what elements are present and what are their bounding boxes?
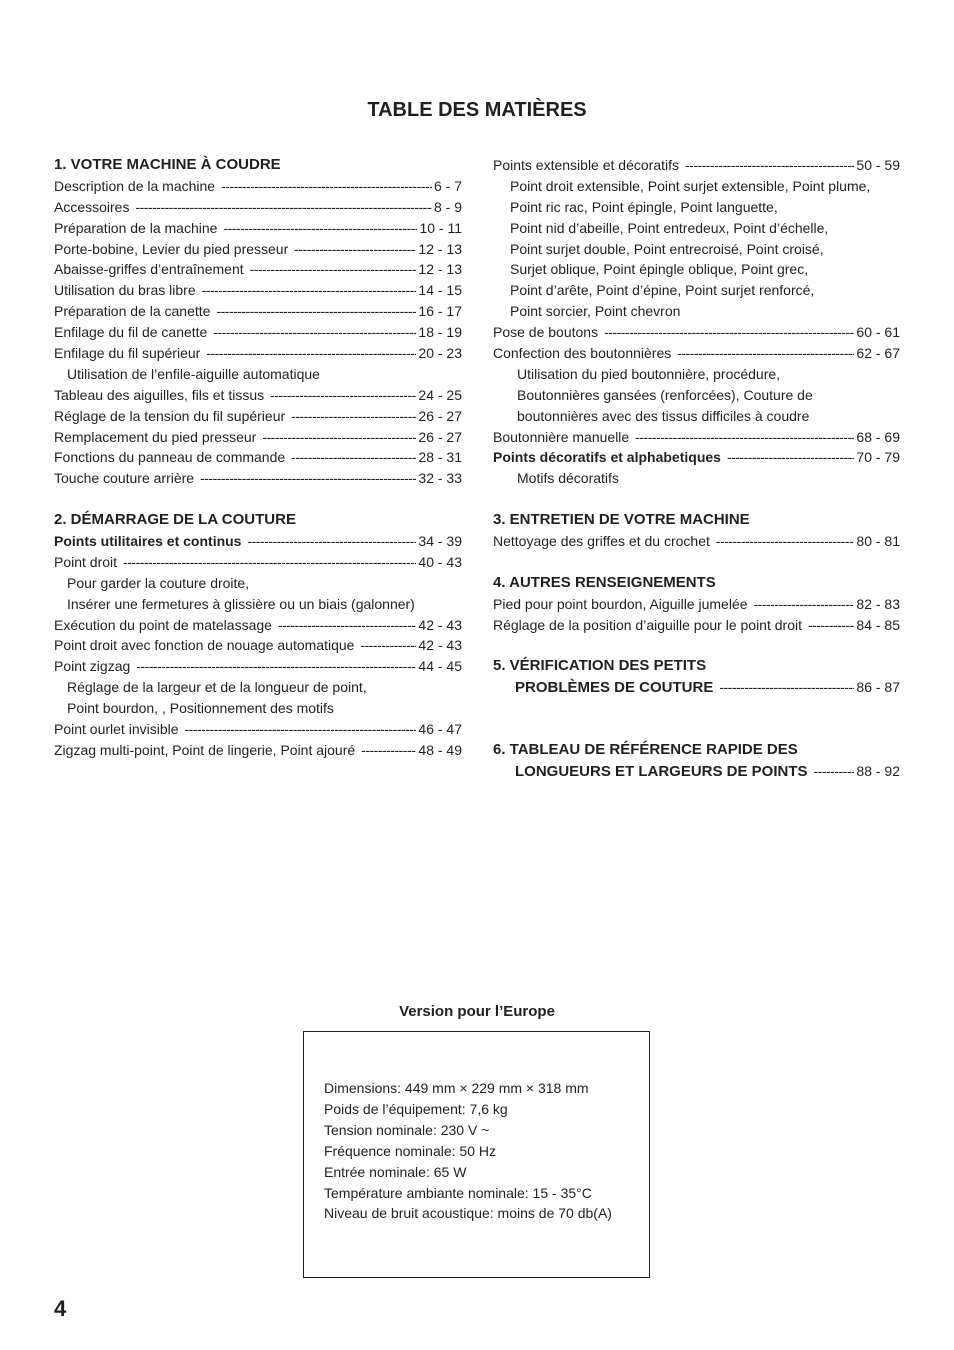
section-gap: [54, 489, 462, 510]
dot-leader: [136, 656, 416, 677]
toc-entry: [54, 176, 462, 197]
toc-entry: [54, 427, 462, 448]
toc-page-range: 12 - 13: [418, 261, 462, 278]
toc-page-range: 28 - 31: [418, 449, 462, 466]
spec-line: Dimensions: 449 mm × 229 mm × 318 mm: [324, 1080, 589, 1096]
toc-entry: [54, 468, 462, 489]
toc-entry-title: Exécution du point de matelassage: [54, 616, 272, 633]
toc-entry: [54, 635, 462, 656]
toc-subentry: [493, 468, 900, 489]
section-gap: [493, 489, 900, 510]
toc-entry: [54, 280, 462, 301]
toc-section-heading: [493, 573, 900, 594]
toc-section-heading: [54, 155, 462, 176]
toc-page-range: 44 - 45: [418, 658, 462, 675]
toc-page-range: 84 - 85: [856, 616, 900, 633]
toc-right-column: [493, 155, 900, 782]
toc-entry-title: Tableau des aiguilles, fils et tissus: [54, 386, 265, 403]
toc-page-range: 12 - 13: [418, 240, 462, 257]
toc-entry: [54, 740, 462, 761]
toc-entry-title: PROBLÈMES DE COUTURE: [515, 679, 714, 697]
dot-leader: [716, 531, 855, 552]
toc-entry-title: Insérer une fermetures à glissière ou un biais (galonner): [67, 595, 415, 612]
spec-line: Température ambiante nominale: 15 - 35°C: [324, 1184, 592, 1201]
toc-page-range: 14 - 15: [418, 282, 462, 299]
toc-entry-title: Porte-bobine, Levier du pied presseur: [54, 240, 289, 257]
toc-entry-title: Point ourlet invisible: [54, 721, 179, 738]
toc-section-heading: [493, 510, 900, 531]
toc-subentry: [493, 385, 900, 406]
toc-page-range: 68 - 69: [856, 428, 900, 445]
toc-entry-title: Remplacement du pied presseur: [54, 428, 257, 445]
toc-entry-title: Fonctions du panneau de commande: [54, 449, 286, 466]
toc-entry-title: Abaisse-griffes d’entraînement: [54, 261, 244, 278]
dot-leader: [814, 761, 855, 782]
toc-entry-title: Utilisation du bras libre: [54, 282, 196, 299]
toc-entry: [493, 594, 900, 615]
dot-leader: [361, 740, 416, 761]
spec-line: Tension nominale: 230 V ~: [324, 1121, 490, 1138]
page-number: 4: [54, 1296, 67, 1321]
dot-leader: [221, 176, 432, 197]
toc-subentry: [493, 197, 900, 218]
toc-page-range: 42 - 43: [418, 637, 462, 654]
toc-page-range: 62 - 67: [856, 345, 900, 362]
toc-page-range: 40 - 43: [418, 553, 462, 570]
dot-leader: [754, 594, 855, 615]
toc-entry-title: Motifs décoratifs: [517, 470, 619, 487]
dot-leader: [185, 719, 417, 740]
toc-entry-title: 2. DÉMARRAGE DE LA COUTURE: [54, 511, 296, 529]
toc-subentry: [54, 594, 462, 615]
dot-leader: [202, 280, 417, 301]
toc-subentry: [493, 406, 900, 427]
toc-entry-title: Point droit: [54, 553, 118, 570]
dot-leader: [294, 239, 416, 260]
toc-entry: [493, 615, 900, 636]
dot-leader: [727, 447, 854, 468]
toc-entry-title: Zigzag multi-point, Point de lingerie, Point ajouré: [54, 741, 356, 758]
toc-entry-title: Point sorcier, Point chevron: [510, 303, 681, 320]
toc-entry: [54, 656, 462, 677]
dot-leader: [247, 531, 416, 552]
toc-subentry: [493, 301, 900, 322]
toc-entry-title: Point surjet double, Point entrecroisé, Point croisé,: [510, 240, 824, 257]
toc-entry: [54, 719, 462, 740]
dot-leader: [291, 406, 416, 427]
toc-entry-title: Touche couture arrière: [54, 470, 195, 487]
toc-entry-title: Accessoires: [54, 198, 130, 215]
dot-leader: [216, 301, 416, 322]
toc-entry-title: 3. ENTRETIEN DE VOTRE MACHINE: [493, 511, 750, 529]
dot-leader: [360, 635, 416, 656]
toc-entry-title: Boutonnière manuelle: [493, 428, 630, 445]
dot-leader: [200, 468, 416, 489]
toc-entry-title: Réglage de la position d’aiguille pour le point droit: [493, 616, 802, 633]
dot-leader: [213, 322, 416, 343]
toc-page-range: 86 - 87: [856, 679, 900, 696]
toc-entry-title: boutonnières avec des tissus difficiles à coudre: [517, 407, 810, 424]
toc-entry-title: 6. TABLEAU DE RÉFÉRENCE RAPIDE DES: [493, 741, 798, 759]
spec-line: Niveau de bruit acoustique: moins de 70 db(A): [324, 1205, 612, 1222]
toc-entry: [54, 239, 462, 260]
section-gap: [493, 719, 900, 740]
toc-entry-title: Réglage de la tension du fil supérieur: [54, 407, 286, 424]
section-gap: [493, 698, 900, 719]
toc-entry-title: Utilisation de l’enfile-aiguille automatique: [67, 365, 320, 382]
toc-page-range: 16 - 17: [418, 303, 462, 320]
toc-subentry: [493, 259, 900, 280]
toc-entry-title: Point droit avec fonction de nouage automatique: [54, 637, 355, 654]
toc-page-range: 24 - 25: [418, 386, 462, 403]
toc-entry-title: Points utilitaires et continus: [54, 533, 242, 550]
toc-subentry: [54, 573, 462, 594]
section-gap: [493, 552, 900, 573]
toc-section-heading: [54, 510, 462, 531]
toc-entry-title: Pour garder la couture droite,: [67, 574, 250, 591]
toc-entry-title: Enfilage du fil supérieur: [54, 345, 201, 362]
toc-entry: [493, 343, 900, 364]
toc-page-range: 20 - 23: [418, 345, 462, 362]
toc-page-range: 50 - 59: [856, 157, 900, 173]
toc-entry-title: Points décoratifs et alphabetiques: [493, 449, 721, 466]
dot-leader: [719, 677, 854, 698]
toc-page-range: 82 - 83: [856, 595, 900, 612]
toc-entry: [54, 615, 462, 636]
toc-entry: [54, 385, 462, 406]
toc-entry-title: Boutonnières gansées (renforcées), Couture de: [517, 386, 813, 403]
toc-subentry: [493, 239, 900, 260]
toc-entry: [54, 218, 462, 239]
toc-entry-title: 5. VÉRIFICATION DES PETITS: [493, 657, 707, 675]
toc-page-range: 8 - 9: [433, 198, 462, 215]
spec-line: Entrée nominale: 65 W: [324, 1163, 467, 1180]
toc-entry: [54, 301, 462, 322]
toc-entry: [54, 343, 462, 364]
dot-leader: [123, 552, 416, 573]
toc-page-range: 88 - 92: [856, 762, 900, 779]
toc-entry-title: Nettoyage des griffes et du crochet: [493, 533, 710, 550]
dot-leader: [262, 427, 416, 448]
toc-entry-title: Enfilage du fil de canette: [54, 324, 208, 341]
toc-entry: [493, 155, 900, 176]
toc-entry-title: Surjet oblique, Point épingle oblique, Point grec,: [510, 261, 809, 278]
toc-entry-title: 4. AUTRES RENSEIGNEMENTS: [493, 573, 716, 591]
toc-subentry: [54, 698, 462, 719]
toc-entry-title: Préparation de la canette: [54, 303, 211, 320]
toc-subentry: [54, 677, 462, 698]
dot-leader: [278, 615, 416, 636]
toc-entry-title: Utilisation du pied boutonnière, procédure,: [517, 365, 781, 382]
toc-section-heading: [493, 740, 900, 761]
toc-entry-title: Points extensible et décoratifs: [493, 157, 679, 173]
toc-subentry: [493, 218, 900, 239]
toc-left-column: [54, 155, 462, 761]
toc-entry-title: Point d’arête, Point d’épine, Point surjet renforcé,: [510, 282, 815, 299]
dot-leader: [135, 197, 432, 218]
toc-entry-title: LONGUEURS ET LARGEURS DE POINTS: [515, 762, 808, 780]
spec-box: [303, 1031, 650, 1278]
toc-entry-title: Pied pour point bourdon, Aiguille jumelée: [493, 595, 748, 612]
toc-subentry: [493, 364, 900, 385]
toc-entry-title: Point droit extensible, Point surjet extensible, Point plume,: [510, 177, 871, 194]
toc-section-heading: [493, 677, 900, 698]
dot-leader: [808, 615, 854, 636]
toc-page-range: 60 - 61: [856, 324, 900, 341]
toc-entry: [493, 447, 900, 468]
toc-entry: [54, 531, 462, 552]
toc-entry-title: Point bourdon, , Positionnement des motifs: [67, 700, 334, 717]
toc-page-range: 48 - 49: [418, 741, 462, 758]
toc-page-range: 70 - 79: [856, 449, 900, 466]
version-title: Version pour l’Europe: [399, 1003, 555, 1020]
toc-entry: [54, 447, 462, 468]
spec-line: Fréquence nominale: 50 Hz: [324, 1142, 496, 1159]
toc-entry-title: Point nid d’abeille, Point entredeux, Point d’échelle,: [510, 219, 829, 236]
toc-page-range: 42 - 43: [418, 616, 462, 633]
toc-entry: [493, 427, 900, 448]
toc-page-range: 80 - 81: [856, 533, 900, 550]
toc-subentry: [493, 176, 900, 197]
toc-entry: [54, 197, 462, 218]
dot-leader: [604, 322, 854, 343]
toc-page-range: 18 - 19: [418, 324, 462, 341]
toc-page-range: 26 - 27: [418, 428, 462, 445]
toc-entry-title: Point ric rac, Point épingle, Point languette,: [510, 198, 778, 215]
toc-page-range: 26 - 27: [418, 407, 462, 424]
toc-subentry: [493, 280, 900, 301]
dot-leader: [685, 155, 854, 176]
toc-entry: [54, 552, 462, 573]
toc-entry-title: Réglage de la largeur et de la longueur de point,: [67, 679, 367, 696]
toc-entry-title: Pose de boutons: [493, 324, 599, 341]
toc-entry-title: Préparation de la machine: [54, 219, 218, 236]
toc-section-heading: [493, 656, 900, 677]
dot-leader: [291, 447, 416, 468]
dot-leader: [250, 259, 417, 280]
toc-entry: [54, 322, 462, 343]
toc-page-range: 46 - 47: [418, 721, 462, 738]
toc-entry: [54, 406, 462, 427]
toc-entry-title: Point zigzag: [54, 658, 131, 675]
dot-leader: [270, 385, 416, 406]
toc-entry: [493, 322, 900, 343]
section-gap: [493, 635, 900, 656]
toc-entry-title: 1. VOTRE MACHINE À COUDRE: [54, 156, 281, 173]
toc-entry-title: Confection des boutonnières: [493, 345, 672, 362]
page-title: TABLE DES MATIÈRES: [367, 99, 587, 121]
toc-entry: [493, 531, 900, 552]
toc-page-range: 32 - 33: [418, 470, 462, 487]
toc-subentry: [54, 364, 462, 385]
spec-list: [324, 1078, 612, 1224]
spec-line: Poids de l’équipement: 7,6 kg: [324, 1100, 508, 1117]
dot-leader: [677, 343, 854, 364]
toc-page-range: 34 - 39: [418, 533, 462, 550]
toc-entry: [54, 259, 462, 280]
dot-leader: [223, 218, 417, 239]
toc-section-heading: [493, 761, 900, 782]
toc-page-range: 10 - 11: [419, 219, 462, 236]
toc-entry-title: Description de la machine: [54, 177, 216, 194]
dot-leader: [206, 343, 416, 364]
toc-page-range: 6 - 7: [433, 177, 462, 194]
dot-leader: [635, 427, 854, 448]
